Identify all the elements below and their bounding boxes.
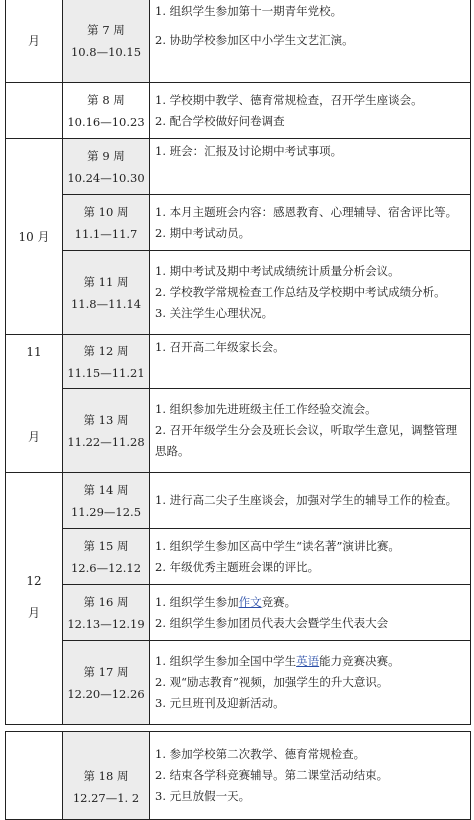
composition-link[interactable]: 作文 xyxy=(238,594,262,609)
plan-item xyxy=(155,592,466,613)
week-range: 10.24—10.30 xyxy=(67,170,145,185)
plan-cell xyxy=(150,195,471,251)
table-row xyxy=(6,0,471,83)
plan-item: 2. 期中考试动员。 xyxy=(155,225,251,240)
table-row xyxy=(6,473,471,529)
week-cell xyxy=(63,389,150,473)
week-range: 11.29—12.5 xyxy=(70,504,142,519)
table-row xyxy=(6,389,471,473)
week-label: 第 13 周 xyxy=(83,412,129,427)
plan-cell xyxy=(150,389,471,473)
plan-cell xyxy=(150,529,471,585)
week-cell xyxy=(63,83,150,139)
week-cell xyxy=(63,139,150,195)
month-cell-january xyxy=(6,732,63,820)
week-cell xyxy=(63,585,150,641)
month-label: 月 xyxy=(27,430,40,444)
plan-item: 2. 召开年级学生分会及班长会议，听取学生意见，调整管理思路。 xyxy=(155,423,458,458)
plan-cell xyxy=(150,335,471,389)
plan-cell xyxy=(150,251,471,335)
week-label: 第 7 周 xyxy=(87,22,125,37)
week-range: 12.13—12.19 xyxy=(67,616,145,631)
week-label: 第 9 周 xyxy=(87,148,125,163)
plan-cell xyxy=(150,732,471,820)
table-row xyxy=(6,585,471,641)
week-label: 第 17 周 xyxy=(83,664,129,679)
plan-cell xyxy=(150,585,471,641)
plan-cell xyxy=(150,0,471,83)
plan-cell xyxy=(150,83,471,139)
week-cell xyxy=(63,732,150,820)
plan-item: 1. 组织学生参加区高中学生“读名著”演讲比赛。 xyxy=(155,538,400,553)
table-row xyxy=(6,139,471,195)
plan-item: 2. 学校教学常规检查工作总结及学校期中考试成绩分析。 xyxy=(155,285,446,299)
week-label: 第 11 周 xyxy=(83,274,129,289)
week-label: 第 10 周 xyxy=(83,204,129,219)
table-row xyxy=(6,251,471,335)
month-cell-october xyxy=(6,139,63,335)
plan-cell xyxy=(150,473,471,529)
plan-item: 1. 进行高二尖子生座谈会，加强对学生的辅导工作的检查。 xyxy=(155,493,458,507)
week-range: 12.6—12.12 xyxy=(70,560,142,575)
month-cell-october-top xyxy=(6,0,63,83)
plan-item: 2. 结束各学科竞赛辅导。第二课堂活动结束。 xyxy=(155,768,389,782)
week-cell xyxy=(63,529,150,585)
plan-text: 竞赛。 xyxy=(261,594,297,609)
month-label: 月 xyxy=(27,34,40,48)
plan-item: 1. 本月主题班会内容：感恩教育、心理辅导、宿舍评比等。 xyxy=(155,204,458,219)
week-label: 第 18 周 xyxy=(83,768,129,783)
plan-item: 2. 组织学生参加团员代表大会暨学生代表大会 xyxy=(155,615,389,630)
week-range: 10.8—10.15 xyxy=(70,44,142,59)
table-row xyxy=(6,732,471,820)
plan-item: 2. 协助学校参加区中小学生文艺汇演。 xyxy=(155,33,354,47)
english-link[interactable]: 英语 xyxy=(296,654,320,668)
plan-item: 1. 组织学生参加第十一期青年党校。 xyxy=(155,4,343,18)
plan-item: 1. 组织参加先进班级主任工作经验交流会。 xyxy=(155,402,377,416)
week-label: 第 14 周 xyxy=(83,482,129,497)
plan-item: 2. 配合学校做好问卷调查 xyxy=(155,113,285,128)
week-cell xyxy=(63,335,150,389)
plan-item: 1. 班会：汇报及讨论期中考试事项。 xyxy=(155,144,343,158)
week-label: 第 8 周 xyxy=(87,92,125,107)
plan-cell xyxy=(150,139,471,195)
table-row xyxy=(6,83,471,139)
plan-item: 3. 元旦班刊及迎新活动。 xyxy=(155,696,285,710)
plan-text: 1. 组织学生参加 xyxy=(155,594,239,609)
plan-item: 2. 年级优秀主题班会课的评比。 xyxy=(155,559,320,574)
month-cell-december xyxy=(6,473,63,725)
spacer-cell xyxy=(6,725,471,732)
week-label: 第 12 周 xyxy=(83,343,129,358)
week-cell xyxy=(63,641,150,725)
week-cell xyxy=(63,195,150,251)
week-cell xyxy=(63,251,150,335)
week-range: 11.15—11.21 xyxy=(67,365,145,380)
plan-cell xyxy=(150,641,471,725)
plan-item: 1. 参加学校第二次教学、德育常规检查。 xyxy=(155,747,366,761)
week-cell xyxy=(63,0,150,83)
table-row xyxy=(6,529,471,585)
plan-item: 3. 元旦放假一天。 xyxy=(155,789,251,803)
schedule-table xyxy=(5,0,471,820)
month-label: 10 月 xyxy=(18,230,50,244)
plan-item: 1. 召开高二年级家长会。 xyxy=(155,340,285,354)
week-cell xyxy=(63,473,150,529)
month-cell-november xyxy=(6,335,63,473)
plan-item: 2. 观“励志教育”视频，加强学生的升大意识。 xyxy=(155,675,389,689)
week-range: 11.22—11.28 xyxy=(67,434,145,449)
table-spacer-row xyxy=(6,725,471,732)
month-label: 月 xyxy=(27,605,40,620)
plan-text: 能力竞赛决赛。 xyxy=(319,654,400,668)
week-range: 11.8—11.14 xyxy=(70,296,142,311)
week-label: 第 15 周 xyxy=(83,538,129,553)
plan-item: 1. 期中考试及期中考试成绩统计质量分析会议。 xyxy=(155,264,400,278)
plan-item: 1. 学校期中教学、德育常规检查，召开学生座谈会。 xyxy=(155,92,423,107)
plan-item: 3. 关注学生心理状况。 xyxy=(155,306,274,320)
month-label: 12 xyxy=(26,573,42,588)
week-label: 第 16 周 xyxy=(83,594,129,609)
table-row xyxy=(6,641,471,725)
plan-item xyxy=(155,651,466,672)
plan-text: 1. 组织学生参加全国中学生 xyxy=(155,654,297,668)
week-range: 11.1—11.7 xyxy=(74,226,138,241)
table-row xyxy=(6,195,471,251)
week-range: 10.16—10.23 xyxy=(67,114,145,129)
month-cell-october-top xyxy=(6,83,63,139)
week-range: 12.20—12.26 xyxy=(67,686,145,701)
month-label: 11 xyxy=(26,345,42,359)
table-row xyxy=(6,335,471,389)
week-range: 12.27—1. 2 xyxy=(72,790,140,805)
